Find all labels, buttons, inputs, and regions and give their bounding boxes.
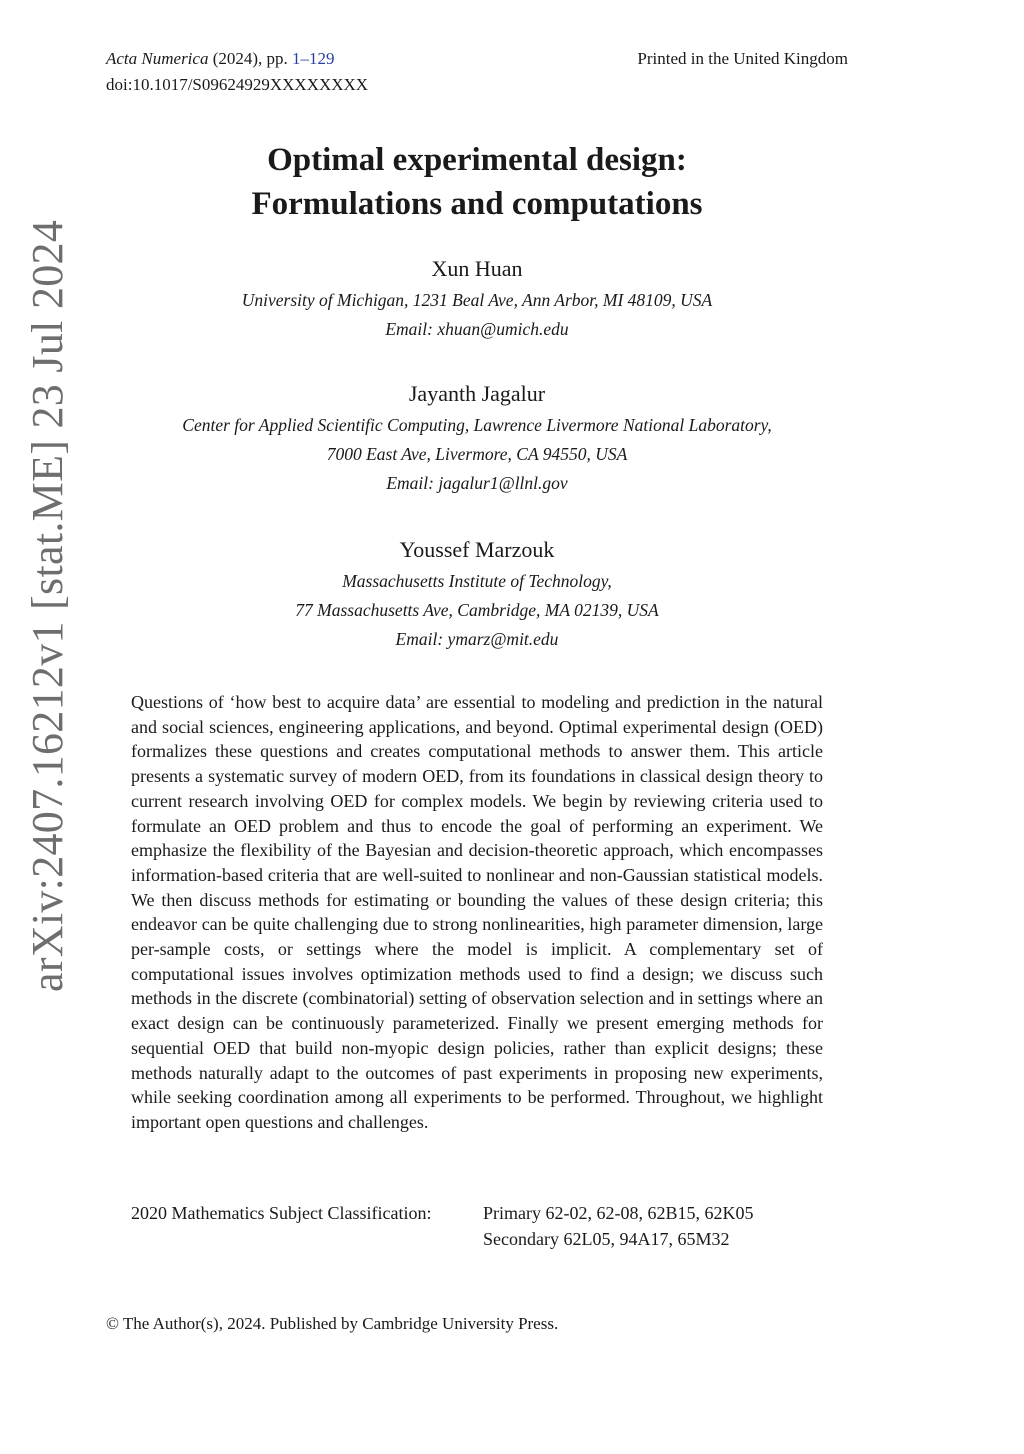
journal-header [106,46,368,98]
paper-title [130,138,824,226]
author-name: Xun Huan [431,256,523,281]
author-name: Youssef Marzouk [399,537,555,562]
author-address: 77 Massachusetts Ave, Cambridge, MA 02139, USA [295,600,659,620]
msc-secondary: Secondary 62L05, 94A17, 65M32 [483,1229,730,1249]
msc-label: 2020 Mathematics Subject Classification: [131,1203,432,1223]
author-block-3 [110,535,844,654]
author-email: Email: ymarz@mit.edu [395,629,559,649]
author-name: Jayanth Jagalur [408,381,546,406]
journal-citation [106,46,368,72]
copyright-notice: © The Author(s), 2024. Published by Cambridge University Press. [106,1314,559,1333]
title-line-2: Formulations and computations [251,186,703,222]
journal-year-pages: (2024), pp. [208,49,293,68]
author-block-2 [110,379,844,498]
pages-link[interactable]: 1–129 [292,49,335,68]
author-address: 7000 East Ave, Livermore, CA 94550, USA [326,444,628,464]
author-affiliation: Center for Applied Scientific Computing, Lawrence Livermore National Laboratory, [182,415,772,435]
author-affiliation: Massachusetts Institute of Technology, [342,571,612,591]
author-block-1 [110,254,844,344]
msc-primary: Primary 62-02, 62-08, 62B15, 62K05 [483,1203,754,1223]
arxiv-stamp: arXiv:2407.16212v1 [stat.ME] 23 Jul 2024 [23,219,72,992]
doi: doi:10.1017/S09624929XXXXXXXX [106,75,369,94]
abstract: Questions of ‘how best to acquire data’ are essential to modeling and prediction in the natural and social sciences, engineering applications, and beyond. Optimal experimental design (OED) formalizes these questions and creates computational methods to answer them. This article presents a systematic survey of modern OED, from its foundations in classical design theory to current research involving OED for complex models. We begin by reviewing criteria used to formulate an OED problem and thus to encode the goal of performing an experiment. We emphasize the flexibility of the Bayesian and decision-theoretic approach, which encompasses information-based criteria that are well-suited to nonlinear and non-Gaussian statistical models. We then discuss methods for estimating or bounding the values of these design criteria; this endeavor can be quite challenging due to strong nonlinearities, high parameter dimension, large per-sample costs, or settings where the model is implicit. A complementary set of computational issues involves optimization methods used to find a design; we discuss such methods in the discrete (combinatorial) setting of observation selection and in settings where an exact design can be continuously parameterized. Finally we present emerging methods for sequential OED that build non-myopic design policies, rather than explicit designs; these methods naturally adapt to the outcomes of past experiments in proposing new experiments, while seeking coordination among all experiments to be performed. Throughout, we highlight important open questions and challenges. [131,692,823,1132]
author-email: Email: jagalur1@llnl.gov [386,473,568,493]
author-email: Email: xhuan@umich.edu [385,319,569,339]
title-line-1: Optimal experimental design: [267,142,687,178]
journal-name: Acta Numerica [106,49,209,68]
author-affiliation: University of Michigan, 1231 Beal Ave, Ann Arbor, MI 48109, USA [241,290,713,310]
printed-notice: Printed in the United Kingdom [637,49,848,68]
